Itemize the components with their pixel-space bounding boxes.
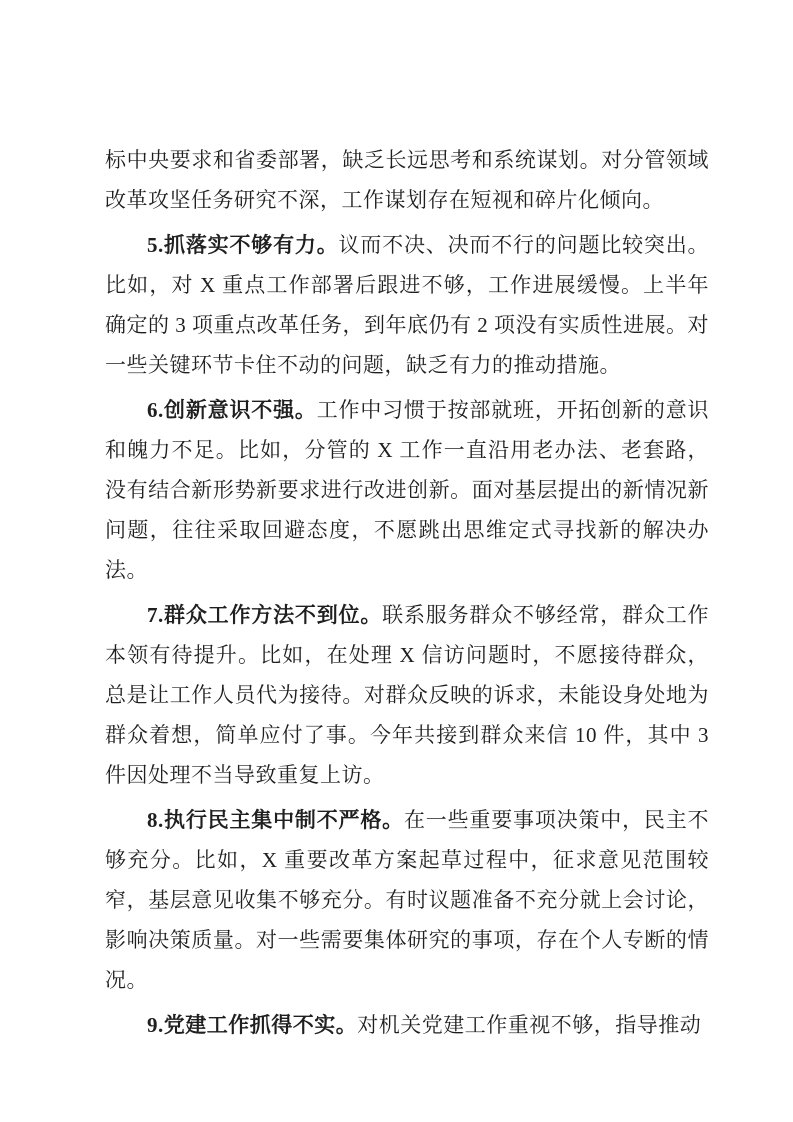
paragraph-body: 工作中习惯于按部就班，开拓创新的意识和魄力不足。比如，分管的 X 工作一直沿用老办法、老套路，没有结合新形势新要求进行改进创新。面对基层提出的新情况新问题，往往采取回避态度，不愿跳出思维定式寻找新的解决办法。 (105, 398, 710, 582)
paragraph-item-8 (105, 800, 709, 1000)
paragraph-body: 联系服务群众不够经常，群众工作本领有待提升。比如，在处理 X 信访问题时，不愿接待群众，总是让工作人员代为接待。对群众反映的诉求，未能设身处地为群众着想，简单应付了事。今年共接到群众来信 10 件，其中 3 件因处理不当导致重复上访。 (105, 603, 710, 787)
paragraph-lead: 6.创新意识不强。 (147, 398, 317, 422)
paragraph-continuation (105, 140, 709, 220)
paragraph-lead: 7.群众工作方法不到位。 (147, 603, 383, 627)
paragraph-item-5 (105, 225, 709, 385)
paragraph-lead: 5.抓落实不够有力。 (147, 233, 339, 257)
paragraph-item-9 (105, 1005, 709, 1045)
paragraph-body: 议而不决、决而不行的问题比较突出。比如，对 X 重点工作部署后跟进不够，工作进展缓慢。上半年确定的 3 项重点改革任务，到年底仍有 2 项没有实质性进展。对一些关键环节卡住不动的问题，缺乏有力的推动措施。 (105, 233, 710, 377)
paragraph-lead: 9.党建工作抓得不实。 (147, 1013, 358, 1037)
paragraph-body: 在一些重要事项决策中，民主不够充分。比如，X 重要改革方案起草过程中，征求意见范围较窄，基层意见收集不够充分。有时议题准备不充分就上会讨论，影响决策质量。对一些需要集体研究的事项，存在个人专断的情况。 (105, 808, 710, 992)
paragraph-lead: 8.执行民主集中制不严格。 (147, 808, 404, 832)
document-body-text (105, 140, 709, 1050)
paragraph-item-7 (105, 595, 709, 795)
paragraph-item-6 (105, 390, 709, 590)
paragraph-body: 对机关党建工作重视不够，指导推动 (357, 1013, 702, 1037)
paragraph-body: 标中央要求和省委部署，缺乏长远思考和系统谋划。对分管领域改革攻坚任务研究不深，工作谋划存在短视和碎片化倾向。 (105, 148, 709, 212)
